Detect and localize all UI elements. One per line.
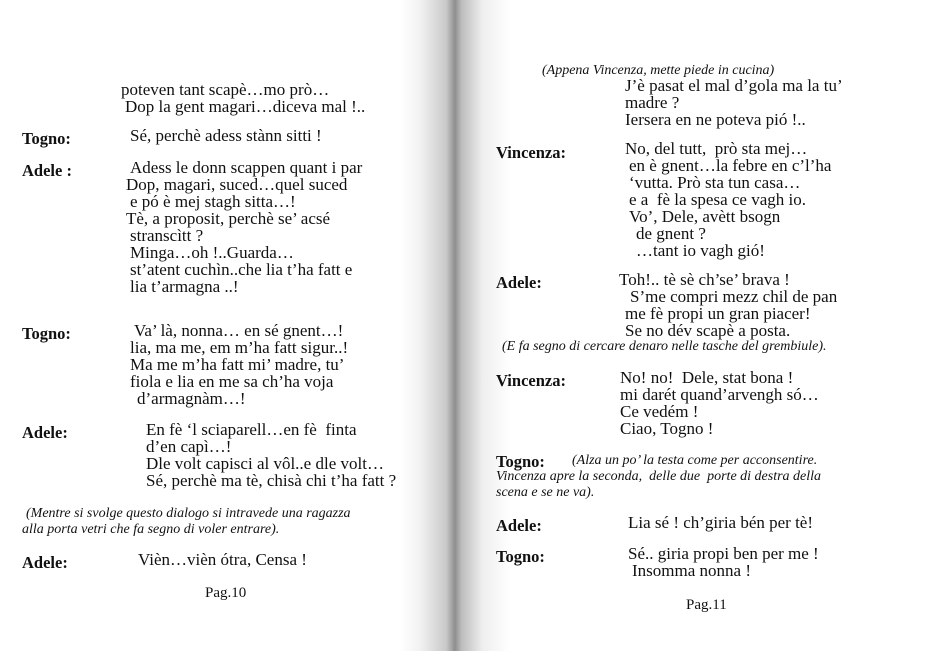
dialogue-line: J’è pasat el mal d’gola ma la tu’ [625, 76, 843, 95]
dialogue-line: …tant io vagh gió! [636, 241, 765, 260]
stage-direction: Vincenza apre la seconda, delle due porte di destra della [496, 469, 822, 484]
dialogue-line: Ce vedém ! [620, 402, 699, 421]
dialogue-line: fiola e lia en me sa ch’ha voja [130, 372, 334, 391]
dialogue-line: Ciao, Togno ! [620, 419, 714, 438]
left-page [0, 0, 460, 651]
dialogue-line: e pó è mej stagh sitta…! [130, 192, 296, 211]
speaker-name: Adele : [22, 161, 72, 180]
dialogue-line: Sé, perchè ma tè, chisà chi t’ha fatt ? [146, 471, 397, 490]
dialogue-line: Insomma nonna ! [632, 561, 751, 580]
page-number: Pag.11 [686, 597, 727, 613]
speaker-name: Adele: [22, 553, 68, 572]
speaker-name: Vincenza: [496, 371, 566, 390]
dialogue-line: Sé.. giria propi ben per me ! [628, 544, 819, 563]
speaker-name: Adele: [22, 423, 68, 442]
dialogue-line: Va’ là, nonna… en sé gnent…! [134, 321, 344, 340]
dialogue-line: Adess le donn scappen quant i par [130, 158, 363, 177]
speaker-name: Togno: [22, 129, 71, 148]
dialogue-line: poteven tant scapè…mo prò… [121, 80, 330, 99]
dialogue-line: Tè, a proposit, perchè se’ acsé [126, 209, 331, 228]
dialogue-line: madre ? [625, 93, 680, 112]
dialogue-line: en è gnent…la febre en c’l’ha [629, 156, 832, 175]
dialogue-line: stranscìtt ? [130, 226, 204, 245]
dialogue-line: de gnent ? [636, 224, 706, 243]
speaker-name: Togno: [496, 547, 545, 566]
dialogue-line: Dop, magari, suced…quel suced [126, 175, 348, 194]
speaker-name: Togno: [496, 452, 545, 471]
dialogue-line: Se no dév scapè a posta. [625, 321, 791, 340]
dialogue-line: ‘vutta. Prò sta tun casa… [629, 173, 801, 192]
dialogue-line: st’atent cuchìn..che lia t’ha fatt e [130, 260, 353, 279]
dialogue-line: Iersera en ne poteva pió !.. [625, 110, 806, 129]
dialogue-line: En fè ‘l sciaparell…en fè finta [146, 420, 357, 439]
dialogue-line: Dle volt capisci al vôl..e dle volt… [146, 454, 384, 473]
dialogue-line: mi darét quand’arvengh só… [620, 385, 819, 404]
dialogue-line: Vièn…vièn ótra, Censa ! [138, 550, 307, 569]
right-page [470, 0, 945, 651]
dialogue-line: Vo’, Dele, avètt bsogn [629, 207, 781, 226]
speaker-name: Adele: [496, 516, 542, 535]
stage-direction: (Alza un po’ la testa come per acconsentire. [572, 453, 818, 468]
dialogue-line: Toh!.. tè sè ch’se’ brava ! [619, 270, 790, 289]
dialogue-line: Ma me m’ha fatt mi’ madre, tu’ [130, 355, 345, 374]
stage-direction: scena e se ne va). [496, 485, 595, 500]
dialogue-line: Dop la gent magari…diceva mal !.. [125, 97, 366, 116]
stage-direction: (Mentre si svolge questo dialogo si intravede una ragazza [26, 506, 351, 521]
dialogue-line: lia t’armagna ..! [130, 277, 239, 296]
dialogue-line: No, del tutt, prò sta mej… [625, 139, 808, 158]
dialogue-line: No! no! Dele, stat bona ! [620, 368, 794, 387]
speaker-name: Vincenza: [496, 143, 566, 162]
dialogue-line: d’en capì…! [146, 437, 232, 456]
dialogue-line: Lia sé ! ch’giria bén per tè! [628, 513, 814, 532]
dialogue-line: S’me compri mezz chil de pan [630, 287, 838, 306]
dialogue-line: me fè propi un gran piacer! [625, 304, 811, 323]
page-number: Pag.10 [205, 585, 247, 601]
stage-direction: alla porta vetri che fa segno di voler entrare). [22, 522, 280, 537]
speaker-name: Adele: [496, 273, 542, 292]
stage-direction: (E fa segno di cercare denaro nelle tasche del grembiule). [502, 339, 827, 354]
dialogue-line: e a fè la spesa ce vagh io. [629, 190, 806, 209]
dialogue-line: d’armagnàm…! [137, 389, 246, 408]
dialogue-line: lia, ma me, em m’ha fatt sigur..! [130, 338, 349, 357]
stage-direction: (Appena Vincenza, mette piede in cucina) [542, 63, 775, 78]
dialogue-line: Sé, perchè adess stànn sitti ! [130, 126, 322, 145]
dialogue-line: Minga…oh !..Guarda… [130, 243, 294, 262]
speaker-name: Togno: [22, 324, 71, 343]
